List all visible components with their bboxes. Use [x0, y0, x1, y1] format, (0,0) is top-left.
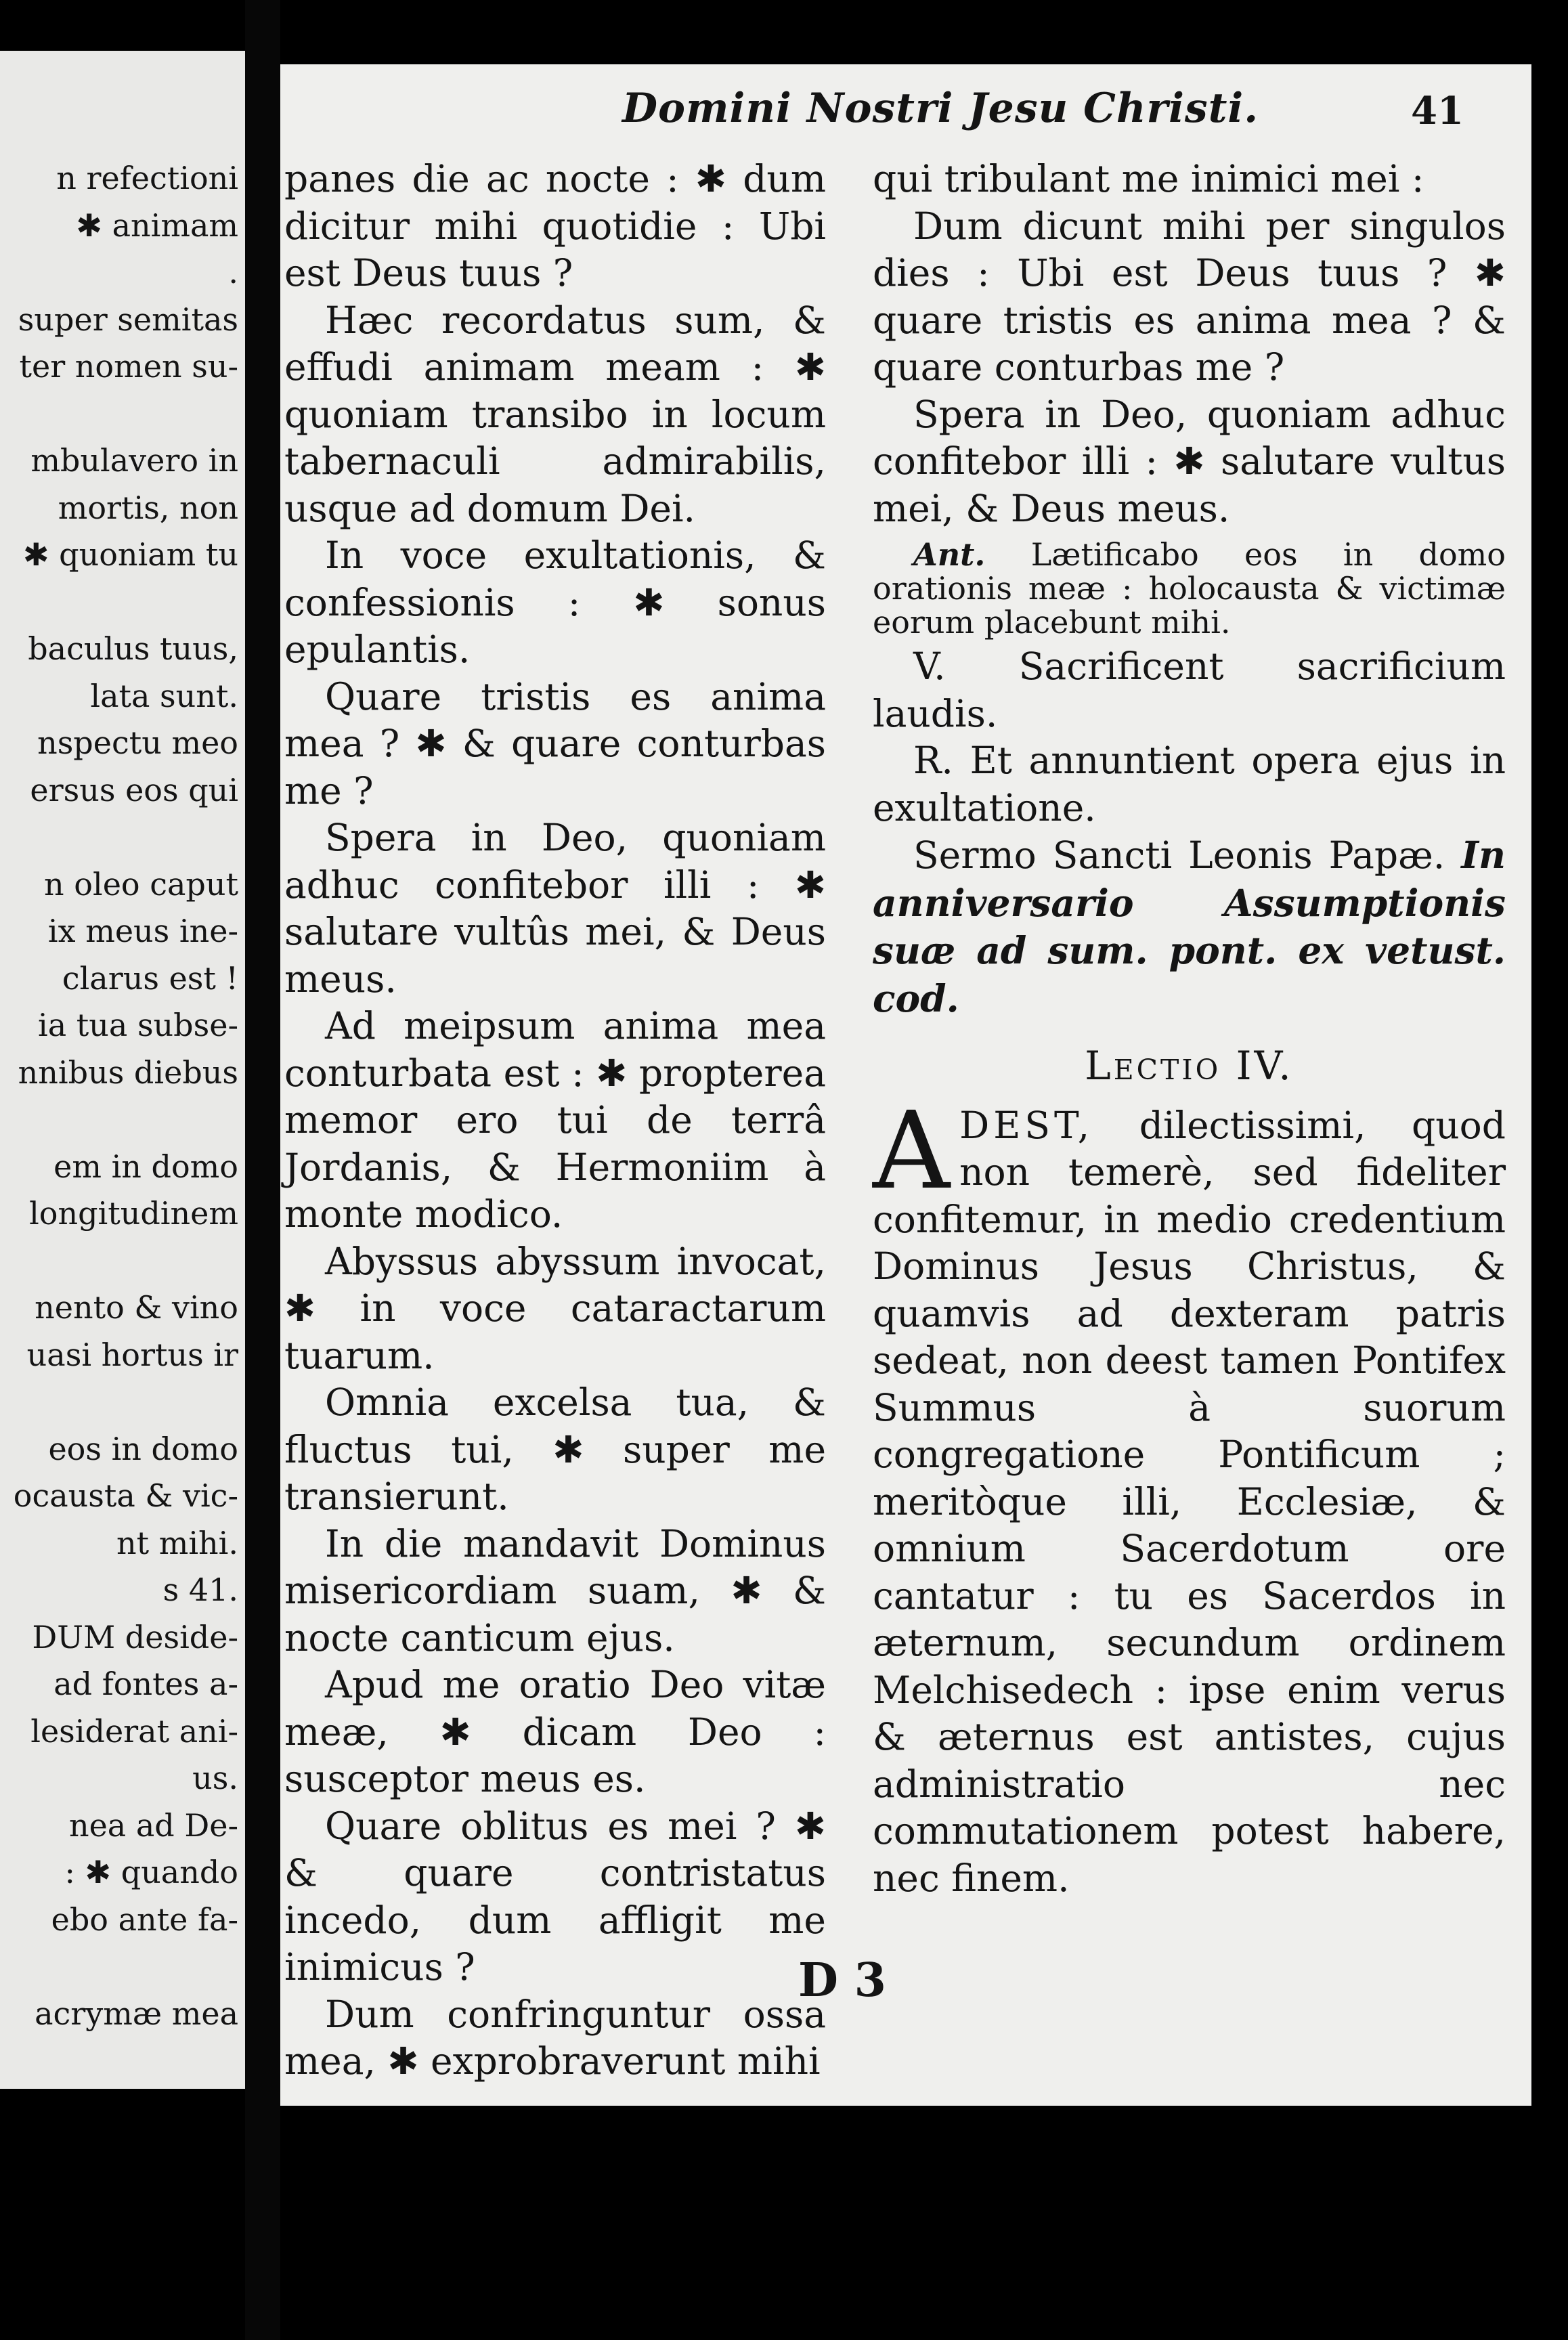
page-number: 41	[1411, 89, 1464, 133]
lesson-body: dilectissimi, quod non temerè, sed fideliter confitemur, in medio credentium Dominus Jesus Christus, & quamvis ad dexteram patris sedeat, non deest tamen Pontifex Summus à suorum congregatione Pontificum ; meritòque illi, Ecclesiæ, & omnium Sacerdotum ore cantatur : tu es Sacerdos in æternum, secundum ordinem Melchisedech : ipse enim verus & æternus est antistes, cujus administratio nec commutationem potest habere, nec finem.	[873, 1103, 1506, 1900]
right-column	[873, 156, 1506, 1902]
verse-paragraph: qui tribulant me inimici mei :	[873, 157, 1424, 200]
sermon-source: In anniversario Assumptionis suæ ad sum. pont. ex vetust. cod.	[873, 833, 1506, 1020]
previous-page-line: nt mihi.	[116, 1524, 238, 1561]
response: R. Et annuntient opera ejus in exultatione.	[873, 739, 1506, 829]
book-gutter	[245, 0, 280, 2340]
previous-page-line: .	[228, 254, 238, 290]
running-head: Domini Nostri Jesu Christi.	[622, 85, 1259, 132]
previous-page-line: lesiderat ani-	[30, 1712, 238, 1750]
previous-page-line: s 41.	[162, 1572, 238, 1608]
verse-paragraph: Hæc recordatus sum, & effudi animam meam : ✱ quoniam transibo in locum tabernaculi admirabilis, usque ad domum Dei.	[284, 298, 826, 530]
previous-page-line: us.	[192, 1760, 238, 1796]
book-page	[280, 64, 1531, 2106]
previous-page-line: mbulavero in	[30, 442, 238, 479]
previous-page-line: ad fontes a-	[53, 1666, 238, 1702]
previous-page-line: nspectu meo	[37, 724, 238, 761]
previous-page-line: em in domo	[53, 1148, 238, 1185]
lesson-first-word: DEST,	[959, 1103, 1094, 1147]
previous-page-line: n refectioni	[56, 160, 238, 196]
previous-page-fragment	[0, 51, 245, 2089]
signature-mark: D 3	[798, 1953, 886, 2008]
previous-page-line: longitudinem	[29, 1195, 238, 1232]
previous-page-line: ersus eos qui	[30, 771, 238, 808]
verse-paragraph: Ad meipsum anima mea conturbata est : ✱ propterea memor ero tui de terrâ Jordanis, & Hermoniim à monte modico.	[284, 1004, 826, 1236]
verse-paragraph: Dum dicunt mihi per singulos dies : Ubi est Deus tuus ? ✱ quare tristis es anima mea ? & quare conturbas me ?	[873, 204, 1506, 389]
previous-page-line: n oleo caput	[44, 865, 238, 903]
verse-paragraph: Spera in Deo, quoniam adhuc confitebor illi : ✱ salutare vultus mei, & Deus meus.	[873, 392, 1506, 530]
antiphon	[873, 538, 1506, 639]
sermon-heading	[873, 831, 1506, 1022]
previous-page-line: nento & vino	[35, 1289, 238, 1326]
verse-paragraph: Apud me oratio Deo vitæ meæ, ✱ dicam Deo : susceptor meus es.	[284, 1663, 826, 1800]
verse-paragraph: In voce exultationis, & confessionis : ✱ sonus epulantis.	[284, 534, 826, 671]
previous-page-line: nea ad De-	[68, 1806, 238, 1844]
previous-page-line: ocausta & vic-	[13, 1477, 238, 1514]
verse-paragraph: Spera in Deo, quoniam adhuc confitebor illi : ✱ salutare vultûs mei, & Deus meus.	[284, 816, 826, 1001]
previous-page-line: acrymæ mea	[35, 1995, 238, 2032]
antiphon-text: Lætificabo eos in domo orationis meæ : holocausta & victimæ eorum placebunt mihi.	[873, 536, 1506, 641]
verse-paragraph: panes die ac nocte : ✱ dum dicitur mihi quotidie : Ubi est Deus tuus ?	[284, 157, 826, 295]
versicle: V. Sacrificent sacrificium laudis.	[873, 645, 1506, 735]
verse-paragraph: Quare oblitus es mei ? ✱ & quare contristatus incedo, dum affligit me inimicus ?	[284, 1804, 826, 1989]
previous-page-line: baculus tuus,	[28, 630, 238, 667]
previous-page-line: ia tua subse-	[38, 1007, 238, 1043]
page-header	[280, 85, 1531, 146]
previous-page-line: lata sunt.	[90, 677, 238, 714]
sermon-title: Sermo Sancti Leonis Papæ.	[913, 833, 1445, 877]
verse-paragraph: Dum confringuntur ossa mea, ✱ exprobraverunt mihi	[284, 1992, 826, 2083]
previous-page-line: ix meus ine-	[47, 913, 238, 949]
drop-cap: A	[873, 1088, 951, 1213]
antiphon-label: Ant.	[913, 536, 986, 573]
previous-page-line: : ✱ quando	[64, 1854, 238, 1890]
previous-page-line: nnibus diebus	[18, 1054, 238, 1091]
previous-page-line: super semitas	[18, 301, 238, 338]
previous-page-line: mortis, non	[58, 489, 238, 526]
previous-page-line: DUM deside-	[32, 1618, 238, 1655]
lesson-heading: Lectio IV.	[1085, 1043, 1294, 1089]
left-column	[284, 156, 826, 2085]
previous-page-line: ebo ante fa-	[51, 1901, 238, 1938]
verse-paragraph: Abyssus abyssum invocat, ✱ in voce cataractarum tuarum.	[284, 1239, 826, 1377]
previous-page-line: clarus est !	[62, 959, 238, 997]
verse-paragraph: In die mandavit Dominus misericordiam suam, ✱ & nocte canticum ejus.	[284, 1521, 826, 1660]
lesson-text	[873, 1088, 1506, 1903]
previous-page-line: ter nomen su-	[19, 348, 238, 385]
previous-page-line: ✱ animam	[76, 207, 238, 244]
previous-page-line: eos in domo	[48, 1430, 238, 1467]
verse-paragraph: Quare tristis es anima mea ? ✱ & quare conturbas me ?	[284, 674, 826, 812]
verse-paragraph: Omnia excelsa tua, & fluctus tui, ✱ super me transierunt.	[284, 1381, 826, 1518]
previous-page-line: ✱ quoniam tu	[22, 536, 238, 573]
previous-page-line: uasi hortus ir	[26, 1336, 238, 1373]
